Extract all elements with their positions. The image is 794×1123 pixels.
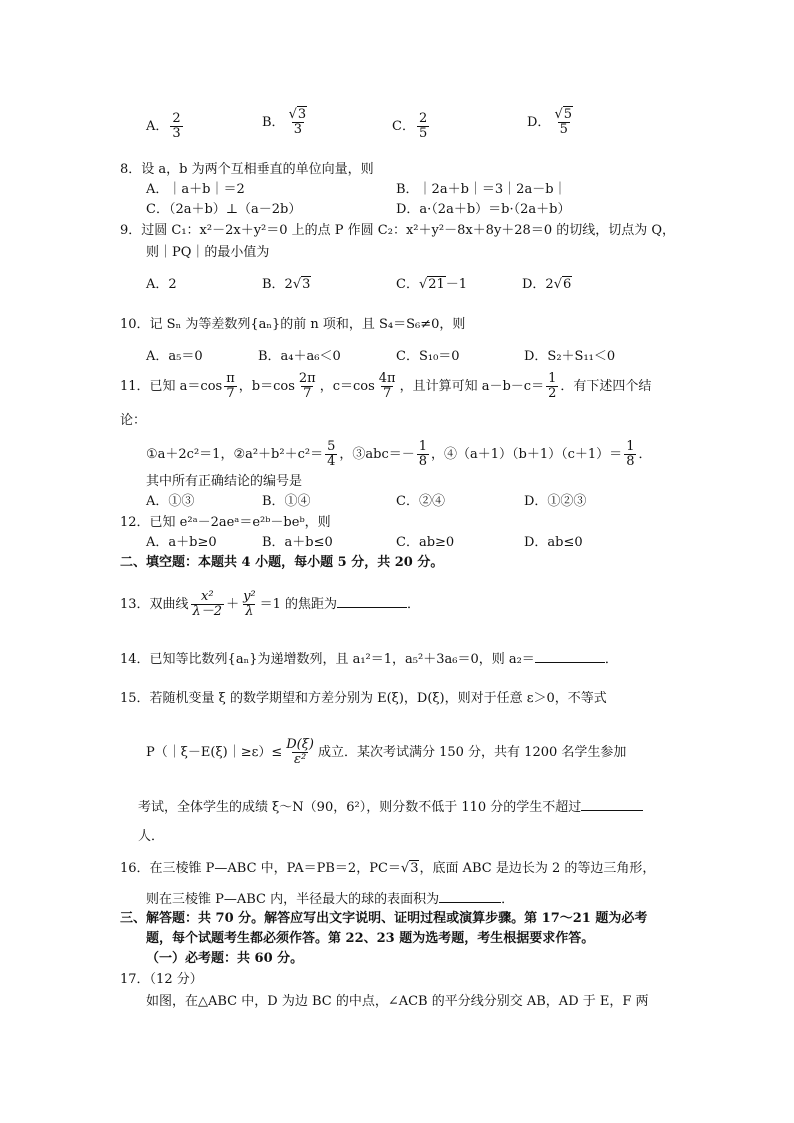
q10-option-a: A．a₅＝0 <box>146 349 203 364</box>
q11-stem-line2: 论： <box>120 413 147 428</box>
q15-line4: 人． <box>138 829 165 844</box>
q10-stem: 10．记 Sₙ 为等差数列{aₙ}的前 n 项和，且 S₄＝S₆≠0，则 <box>120 317 466 332</box>
radicand: 6 <box>563 277 572 292</box>
q11-option-a: A．①③ <box>146 494 195 509</box>
radicand: 3 <box>297 107 307 122</box>
q12-option-b: B．a＋b≤0 <box>262 535 333 550</box>
text: ，c＝cos <box>319 379 375 394</box>
text: P（｜ξ－E(ξ)｜≥ε）≤ <box>146 745 283 760</box>
option-label: B． <box>262 115 285 130</box>
q9-option-b: B．2√3 <box>262 277 311 292</box>
text: 16．在三棱锥 P—ABC 中，PA＝PB＝2，PC＝ <box>120 861 401 876</box>
q15-line3 <box>138 796 643 817</box>
fraction <box>224 372 237 401</box>
text: 11．已知 a＝cos <box>120 379 223 394</box>
q12-option-a: A．a＋b≥0 <box>146 535 217 550</box>
fraction <box>624 440 636 469</box>
q16-line2 <box>146 888 514 909</box>
text: 成立．某次考试满分 150 分，共有 1200 名学生参加 <box>317 745 627 760</box>
denominator: 7 <box>303 386 312 401</box>
denominator: 3 <box>293 122 302 137</box>
q9-stem-line1: 9．过圆 C₁：x²－2x＋y²＝0 上的点 P 作圆 C₂：x²＋y²－8x＋8y＋28＝0 的切线，切点为 Q， <box>120 223 676 238</box>
q12-option-d: D．ab≤0 <box>524 535 583 550</box>
text: ． <box>501 892 515 907</box>
answer-blank <box>439 888 501 903</box>
numerator: y² <box>243 589 256 604</box>
q7-option-d <box>527 108 577 137</box>
q9-option-a: A．2 <box>146 277 177 292</box>
q15-line1: 15．若随机变量 ξ 的数学期望和方差分别为 E(ξ)，D(ξ)，则对于任意 ε＞0，不等式 <box>120 691 607 706</box>
section-2-heading: 二、填空题：本题共 4 小题，每小题 5 分，共 20 分。 <box>120 555 444 570</box>
section-3-heading-line2: 题，每个试题考生都必须作答。第 22、23 题为选考题，考生根据要求作答。 <box>146 931 595 946</box>
fraction <box>297 372 318 401</box>
q12-option-c: C．ab≥0 <box>396 535 455 550</box>
fraction <box>191 590 225 619</box>
q11-conclusions <box>146 440 651 469</box>
q9-option-c: C．√21－1 <box>396 277 468 292</box>
q9-stem-line2: 则｜PQ｜的最小值为 <box>146 245 270 260</box>
q12-stem: 12．已知 e²ᵃ－2aeᵃ＝e²ᵇ－beᵇ，则 <box>120 515 331 530</box>
option-label: C． <box>396 277 419 292</box>
denominator: 7 <box>226 386 235 401</box>
numerator: 2 <box>172 111 181 126</box>
denominator: 4 <box>327 454 336 469</box>
text: ＋ <box>226 597 240 612</box>
fraction <box>417 112 429 141</box>
denominator: 8 <box>626 454 635 469</box>
text: 14．已知等比数列{aₙ}为递增数列，且 a₁²＝1，a₅²＋3a₆＝0，则 a₂＝ <box>120 652 535 667</box>
fraction <box>284 738 316 767</box>
denominator: 7 <box>383 386 392 401</box>
q8-option-a: A．｜a＋b｜＝2 <box>146 182 245 197</box>
fraction <box>546 372 558 401</box>
numerator: 4π <box>378 371 396 386</box>
denominator: 3 <box>172 126 181 141</box>
answer-blank <box>581 796 643 811</box>
q7-option-a <box>146 112 185 141</box>
q7-option-b <box>262 108 311 137</box>
q13 <box>120 590 420 619</box>
option-label: A． <box>146 119 169 134</box>
denominator: λ <box>245 604 254 619</box>
text: 则在三棱锥 P—ABC 内，半径最大的球的表面积为 <box>146 892 440 907</box>
section-3-heading-line1: 三、解答题：共 70 分。解答应写出文字说明、证明过程或演算步骤。第 17～21 题为必考 <box>120 911 648 926</box>
text: ． <box>638 447 652 462</box>
q11-option-b: B．①④ <box>262 494 311 509</box>
text: ①a＋2c²＝1，②a²＋b²＋c²＝ <box>146 447 324 462</box>
answer-blank <box>337 593 407 608</box>
radicand: 3 <box>302 277 311 292</box>
text: ． <box>407 597 421 612</box>
q16-line1: 16．在三棱锥 P—ABC 中，PA＝PB＝2，PC＝√3，底面 ABC 是边长为 2 的等边三角形， <box>120 861 656 876</box>
fraction <box>417 440 429 469</box>
numerator: D(ξ) <box>286 737 314 752</box>
option-label: B．2 <box>262 277 293 292</box>
fraction <box>241 590 258 619</box>
q14 <box>120 648 618 669</box>
q10-option-b: B．a₄＋a₆＜0 <box>258 349 341 364</box>
section-3-heading-line3: （一）必考题：共 60 分。 <box>146 951 304 966</box>
answer-blank <box>535 648 605 663</box>
denominator: 5 <box>559 122 568 137</box>
text: ＝1 的焦距为 <box>259 597 338 612</box>
text: ，底面 ABC 是边长为 2 的等边三角形， <box>419 861 656 876</box>
q9-option-d: D．2√6 <box>522 277 572 292</box>
q8-option-b: B．｜2a＋b｜＝3｜2a－b｜ <box>396 182 567 197</box>
text: ．有下述四个结 <box>560 379 652 394</box>
fraction <box>287 108 310 137</box>
q11-option-c: C．②④ <box>396 494 445 509</box>
numerator: 1 <box>418 439 428 454</box>
q10-option-c: C．S₁₀＝0 <box>396 349 460 364</box>
q8-stem: 8．设 a，b 为两个互相垂直的单位向量，则 <box>120 162 374 177</box>
text: ，且计算可知 a－b－c＝ <box>399 379 545 394</box>
radicand: 21 <box>428 277 445 292</box>
numerator: x² <box>201 589 214 604</box>
q11-stem <box>120 372 651 401</box>
q10-option-d: D．S₂＋S₁₁＜0 <box>524 349 616 364</box>
denominator: λ－2 <box>192 604 223 619</box>
denominator: ε² <box>294 752 307 767</box>
numerator: 1 <box>548 371 557 386</box>
text: ，b＝cos <box>238 379 295 394</box>
q17-header: 17．（12 分） <box>120 972 203 987</box>
q17-stem: 如图，在△ABC 中，D 为边 BC 的中点，∠ACB 的平分线分别交 AB，AD 于 E，F 两 <box>146 994 649 1009</box>
radicand: 5 <box>563 107 573 122</box>
fraction <box>325 440 337 469</box>
denominator: 8 <box>418 454 428 469</box>
q8-option-c: C．（2a＋b）⊥（a－2b） <box>146 202 302 217</box>
denominator: 2 <box>548 386 557 401</box>
numerator: π <box>226 371 235 386</box>
numerator: 2π <box>298 371 316 386</box>
text: ，③abc＝－ <box>339 447 415 462</box>
text: 考试，全体学生的成绩 ξ～N（90，6²），则分数不低于 110 分的学生不超过 <box>138 800 582 815</box>
denominator: 5 <box>418 126 428 141</box>
numerator: 2 <box>418 111 428 126</box>
option-tail: －1 <box>445 277 468 292</box>
q8-option-d: D．a·（2a＋b）＝b·（2a＋b） <box>396 202 571 217</box>
q7-option-c <box>392 112 431 141</box>
numerator: √5 <box>554 107 573 122</box>
q11-option-d: D．①②③ <box>524 494 587 509</box>
fraction <box>552 108 575 137</box>
option-label: D．2 <box>522 277 554 292</box>
radicand: 3 <box>410 861 419 876</box>
q15-line2 <box>146 738 626 767</box>
option-label: C． <box>392 119 415 134</box>
fraction <box>170 112 182 141</box>
fraction <box>377 372 398 401</box>
numerator: √3 <box>288 107 307 122</box>
option-label: D． <box>527 115 551 130</box>
text: ． <box>604 652 618 667</box>
q11-which: 其中所有正确结论的编号是 <box>146 474 303 489</box>
numerator: 1 <box>626 439 635 454</box>
numerator: 5 <box>327 439 336 454</box>
text: 13．双曲线 <box>120 597 189 612</box>
text: ，④（a＋1）（b＋1）（c＋1）＝ <box>431 447 623 462</box>
